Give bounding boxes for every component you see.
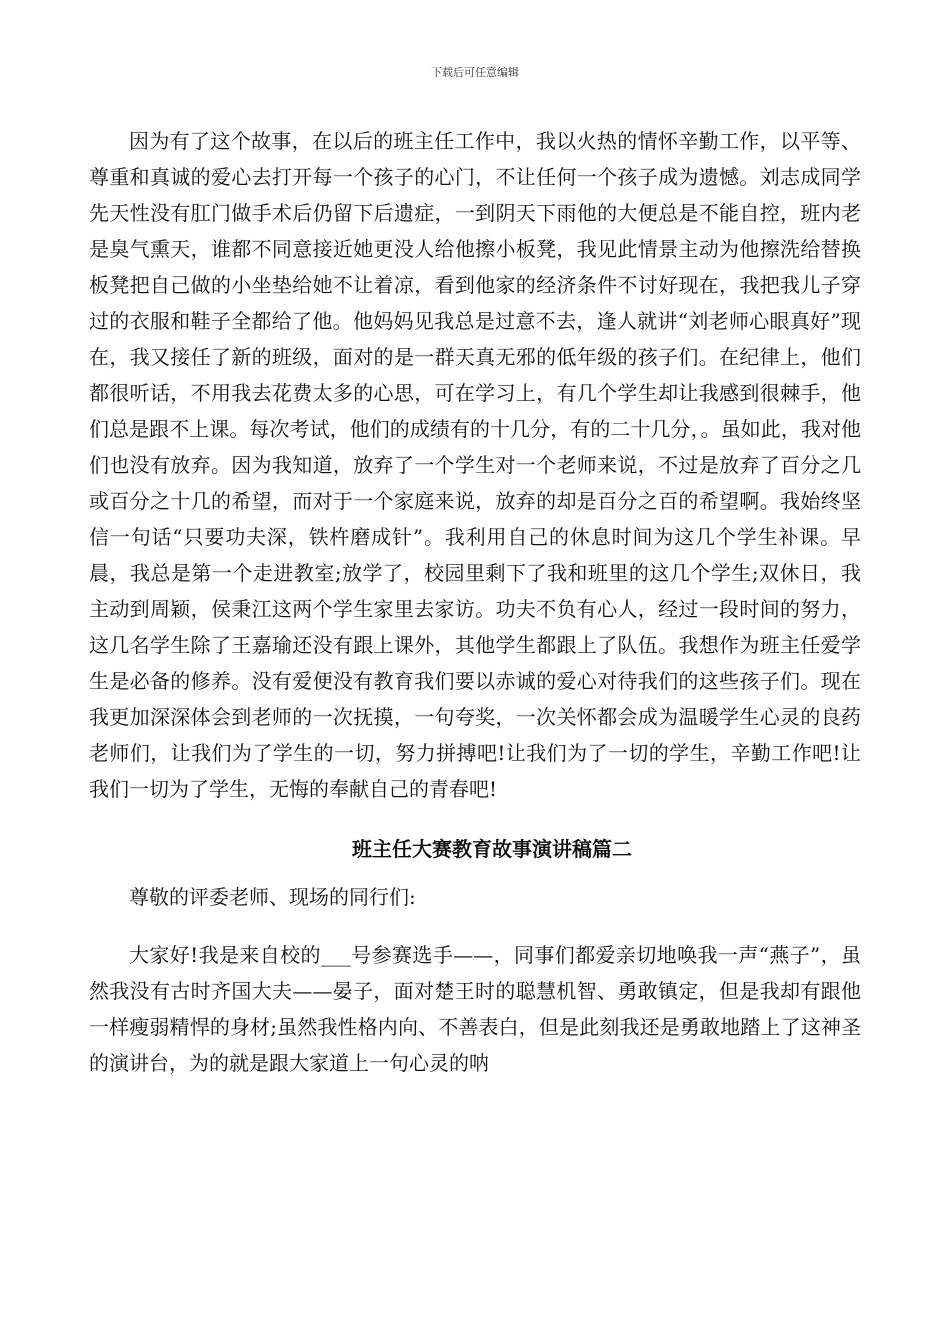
section-title: 班主任大赛教育故事演讲稿篇二: [352, 837, 632, 861]
speech-greeting: 尊敬的评委老师、现场的同行们:: [129, 885, 416, 909]
paragraph-story-continued: 因为有了这个故事，在以后的班主任工作中，我以火热的情怀辛勤工作，以平等、尊重和真诚的爱心去打开每一个孩子的心门，不让任何一个孩子成为遗憾。刘志成同学先天性没有肛门做手术后仍留下后遗症，一到阴天下雨他的大便总是不能自控，班内老是臭气熏天，谁都不同意接近她更没人给他擦小板凳，我见此情景主动为他擦洗给替换板凳把自己做的小坐垫给她不让着凉，看到他家的经济条件不讨好现在，我把我儿子穿过的衣服和鞋子全都给了他。他妈妈见我总是过意不去，逢人就讲“刘老师心眼真好”现在，我又接任了新的班级，面对的是一群天真无邪的低年级的孩子们。在纪律上，他们都很听话，不用我去花费太多的心思，可在学习上，有几个学生却让我感到很棘手，他们总是跟不上课。每次考试，他们的成绩有的十几分，有的二十几分，。虽如此，我对他们也没有放弃。因为我知道，放弃了一个学生对一个老师来说，不过是放弃了百分之几或百分之十几的希望，而对于一个家庭来说，放弃的却是百分之百的希望啊。我始终坚信一句话“只要功夫深，铁杵磨成针”。我利用自己的休息时间为这几个学生补课。早晨，我总是第一个走进教室;放学了，校园里剩下了我和班里的这几个学生;双休日，我主动到周颖，侯秉江这两个学生家里去家访。功夫不负有心人，经过一段时间的努力，这几名学生除了王嘉瑜还没有跟上课外，其他学生都跟上了队伍。我想作为班主任爱学生是必备的修养。没有爱便没有教育我们要以赤诚的爱心对待我们的这些孩子们。现在我更加深深体会到老师的一次抚摸，一句夸奖，一次关怀都会成为温暖学生心灵的良药老师们，让我们为了学生的一切，努力拼搏吧!让我们为了一切的学生，辛勤工作吧!让我们一切为了学生，无悔的奉献自己的青春吧!: [89, 129, 861, 801]
page-header-note: 下载后可任意编辑: [431, 66, 519, 79]
paragraph-speech-intro: 大家好!我是来自校的___号参赛选手——，同事们都爱亲切地唤我一声“燕子”，虽然我没有古时齐国大夫——晏子，面对楚王时的聪慧机智、勇敢镇定，但是我却有跟他一样瘦弱精悍的身材;虽然我性格内向、不善表白，但是此刻我还是勇敢地踏上了这神圣的演讲台，为的就是跟大家道上一句心灵的呐: [89, 943, 861, 1075]
document-body: [89, 123, 861, 1081]
